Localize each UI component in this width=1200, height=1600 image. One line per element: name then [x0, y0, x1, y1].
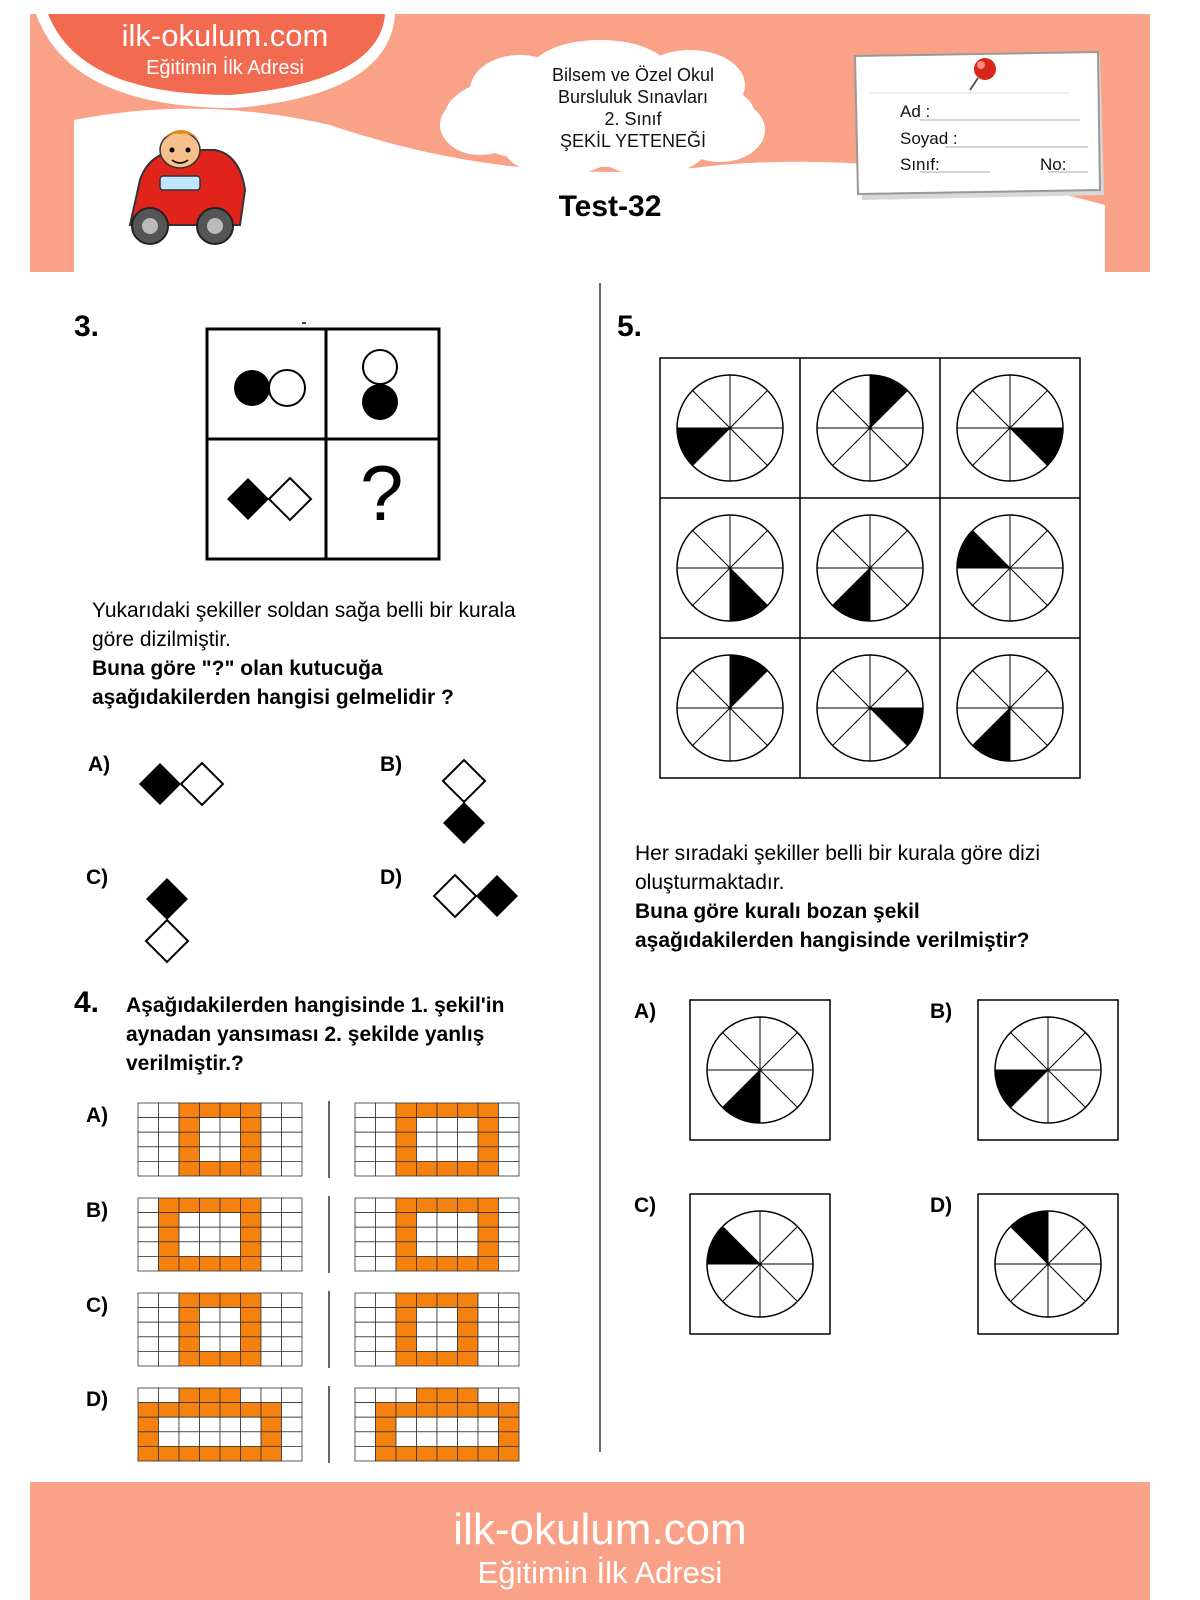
q4-text-line-2: aynadan yansıması 2. şekilde yanlış: [126, 1023, 485, 1046]
exam-info-line-1: Bilsem ve Özel Okul: [551, 65, 715, 85]
q3-option-b-shape: [443, 760, 485, 844]
q4-pixel-grids: [138, 1101, 519, 1463]
q5-wheel-r2-c2: [817, 515, 923, 621]
q5-wheel-r1-c3: [957, 375, 1063, 481]
q3-text: [92, 596, 592, 712]
form-name-label: Ad :: [900, 102, 931, 121]
q4-option-a[interactable]: A): [86, 1104, 109, 1127]
q5-bold-line-2: aşağıdakilerden hangisinde verilmiştir?: [635, 929, 1030, 952]
footer-title: ilk-okulum.com: [453, 1505, 747, 1554]
q5-wheel-r1-c2: [817, 375, 923, 481]
q5-wheel-r3-c1: [677, 655, 783, 761]
exam-info-line-3: 2. Sınıf: [604, 109, 662, 129]
q5-text-line-2: oluşturmaktadır.: [635, 871, 785, 894]
q3-number: 3.: [74, 310, 100, 343]
q5-number: 5.: [617, 310, 643, 343]
q5-option-a[interactable]: A): [634, 1000, 657, 1023]
q3-option-c-shape: [146, 878, 188, 962]
form-number-label: No:: [1040, 155, 1067, 174]
q3-bold-line-1: Buna göre "?" olan kutucuğa: [92, 657, 383, 680]
form-surname-label: Soyad :: [900, 129, 958, 148]
q4-b-figure-1: [138, 1198, 302, 1271]
footer-subtitle: Eğitimin İlk Adresi: [477, 1555, 723, 1590]
q4-d-figure-2: [355, 1388, 519, 1461]
exam-info-line-2: Bursluluk Sınavları: [557, 87, 709, 107]
q4-c-figure-2: [355, 1293, 519, 1366]
q3-option-a-shape: [139, 763, 223, 805]
q5-option-d[interactable]: D): [930, 1194, 953, 1217]
q4-text-line-1: Aşağıdakilerden hangisinde 1. şekil'in: [126, 994, 505, 1017]
q3-bold-line-2: aşağıdakilerden hangisi gelmelidir ?: [92, 686, 454, 709]
q5-wheel-r2-c1: [677, 515, 783, 621]
q4-c-figure-1: [138, 1293, 302, 1366]
q5-wheels: [677, 375, 1063, 761]
q5-option-wheel-a: [707, 1017, 813, 1123]
q4-text: [126, 991, 596, 1078]
brand-subtitle: Eğitimin İlk Adresi: [146, 57, 304, 79]
q5-text: [635, 839, 1155, 955]
q4-b-figure-2: [355, 1198, 519, 1271]
q4-option-d[interactable]: D): [86, 1388, 109, 1411]
q4-option-c[interactable]: C): [86, 1294, 109, 1317]
q3-question-mark: ?: [360, 449, 404, 537]
exam-info-line-4: ŞEKİL YETENEĞİ: [559, 131, 707, 151]
q5-option-c[interactable]: C): [634, 1194, 657, 1217]
q5-wheel-r3-c3: [957, 655, 1063, 761]
q5-wheel-r3-c2: [817, 655, 923, 761]
q3-option-a[interactable]: A): [88, 753, 111, 776]
q5-wheel-r1-c1: [677, 375, 783, 481]
q3-text-line-2: göre dizilmiştir.: [92, 628, 231, 651]
exam-info: [488, 64, 778, 152]
q5-option-wheel-c: [707, 1211, 813, 1317]
q3-option-d[interactable]: D): [380, 866, 403, 889]
q3-text-line-1: Yukarıdaki şekiller soldan sağa belli bir kurala: [92, 599, 516, 622]
q3-option-c[interactable]: C): [86, 866, 109, 889]
car-cartoon-icon: [130, 130, 245, 244]
q4-option-b[interactable]: B): [86, 1199, 109, 1222]
test-title: Test-32: [558, 190, 662, 223]
q5-wheel-r2-c3: [957, 515, 1063, 621]
q5-bold-line-1: Buna göre kuralı bozan şekil: [635, 900, 920, 923]
q5-text-line-1: Her sıradaki şekiller belli bir kurala göre dizi: [635, 842, 1040, 865]
q4-number: 4.: [74, 986, 100, 1019]
q3-option-b[interactable]: B): [380, 753, 403, 776]
q5-option-b[interactable]: B): [930, 1000, 953, 1023]
q5-option-wheel-d: [995, 1211, 1101, 1317]
q4-d-figure-1: [138, 1388, 302, 1461]
q4-a-figure-2: [355, 1103, 519, 1176]
q3-grid: [207, 323, 439, 559]
q3-option-d-shape: [434, 875, 518, 917]
form-class-label: Sınıf:: [900, 155, 940, 174]
q5-option-wheel-b: [995, 1017, 1101, 1123]
q5-option-wheels: [707, 1017, 1101, 1317]
q4-a-figure-1: [138, 1103, 302, 1176]
q4-text-line-3: verilmiştir.?: [126, 1052, 244, 1075]
brand-title: ilk-okulum.com: [121, 18, 329, 53]
